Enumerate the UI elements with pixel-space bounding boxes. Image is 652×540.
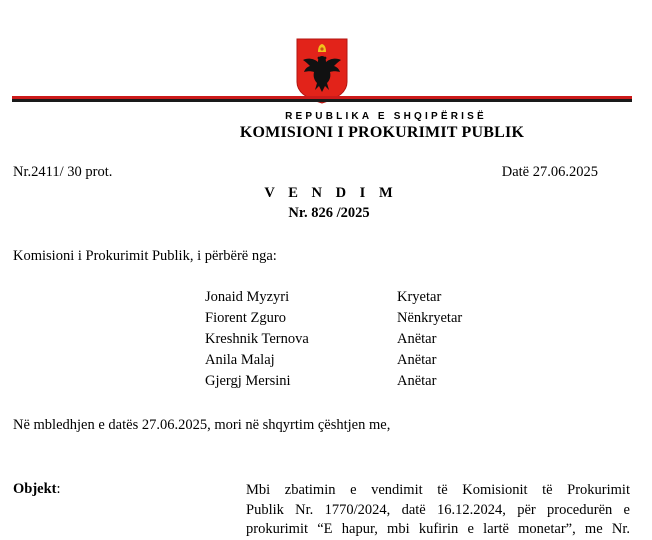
member-name: Anila Malaj [205, 352, 275, 368]
institution-name: KOMISIONI I PROKURIMIT PUBLIK [239, 124, 525, 141]
member-name: Gjergj Mersini [205, 373, 291, 389]
intro-paragraph: Komisioni i Prokurimit Publik, i përbërë nga: [13, 248, 277, 264]
objekt-line: Publik Nr. 1770/2024, datë 16.12.2024, për procedurën e [246, 501, 630, 518]
decision-number: Nr. 826 /2025 [288, 205, 370, 221]
member-name: Fiorent Zguro [205, 310, 286, 326]
objekt-label [13, 481, 61, 498]
coat-of-arms-emblem [296, 38, 348, 104]
member-role: Anëtar [397, 373, 437, 389]
objekt-colon: : [56, 481, 61, 497]
objekt-text [246, 481, 630, 540]
member-role: Anëtar [397, 331, 437, 347]
protocol-number: Nr.2411/ 30 prot. [13, 164, 113, 180]
header-rule-black [12, 99, 632, 102]
objekt-label-text: Objekt [13, 481, 57, 497]
member-row [205, 310, 462, 331]
member-name: Jonaid Myzyri [205, 289, 290, 305]
member-role: Anëtar [397, 352, 437, 368]
member-list [205, 289, 462, 394]
member-role: Kryetar [397, 289, 442, 305]
decision-title: V E N D I M [264, 185, 398, 201]
member-row [205, 289, 462, 310]
member-name: Kreshnik Ternova [205, 331, 309, 347]
objekt-line: prokurimit “E hapur, mbi kufirin e lartë monetar”, me Nr. [246, 521, 630, 537]
meeting-paragraph: Në mbledhjen e datës 27.06.2025, mori në shqyrtim çështjen me, [13, 417, 391, 433]
objekt-line: Mbi zbatimin e vendimit të Komisionit të Prokurimit [246, 482, 630, 498]
member-row [205, 373, 462, 394]
republic-name: REPUBLIKA E SHQIPËRISË [285, 111, 487, 122]
member-row [205, 352, 462, 373]
member-role: Nënkryetar [397, 310, 463, 326]
member-row [205, 331, 462, 352]
document-date: Datë 27.06.2025 [501, 164, 598, 180]
